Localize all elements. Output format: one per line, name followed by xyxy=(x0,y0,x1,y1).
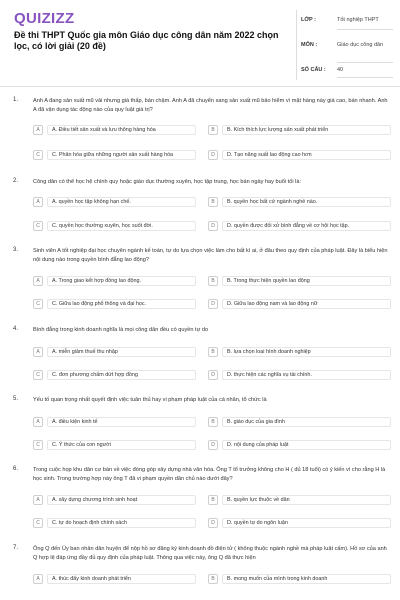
option-text: D. nội dung của pháp luật xyxy=(222,440,391,450)
option-text: B. lựa chọn loại hình doanh nghiệp xyxy=(222,347,391,357)
option-text: B. Kích thích lực lượng sản xuất phát triển xyxy=(222,125,391,135)
answer-option-a[interactable] xyxy=(33,493,196,506)
meta-row-socau xyxy=(301,67,393,74)
question-number: 7. xyxy=(13,545,19,551)
answer-option-d[interactable] xyxy=(208,297,391,310)
meta-value-mon: Giáo dục công dân xyxy=(337,42,384,48)
question-number: 5. xyxy=(13,396,19,402)
meta-underline xyxy=(337,62,393,63)
option-letter: B xyxy=(208,347,218,357)
option-letter: D xyxy=(208,299,218,309)
option-letter: C xyxy=(33,299,43,309)
question-number: 1. xyxy=(13,97,19,103)
meta-value-socau: 40 xyxy=(337,67,344,73)
answer-option-b[interactable] xyxy=(208,195,391,208)
option-text: C. đơn phương chấm dứt hợp đồng xyxy=(47,370,196,380)
option-letter: D xyxy=(208,518,218,528)
question-number: 3. xyxy=(13,247,19,253)
option-text: D. Tạo năng suất lao động cao hơn xyxy=(222,150,391,160)
answer-option-b[interactable] xyxy=(208,274,391,287)
answer-option-d[interactable] xyxy=(208,148,391,161)
quizizz-logo: QUIZIZZ xyxy=(14,10,75,27)
option-letter: D xyxy=(208,221,218,231)
question-number: 4. xyxy=(13,326,19,332)
option-letter: B xyxy=(208,417,218,427)
meta-underline xyxy=(337,77,393,78)
option-text: C. Ý thức của con người xyxy=(47,440,196,450)
option-text: D. quyền được đối xử bình đẳng về cơ hội học tập. xyxy=(222,221,391,231)
option-letter: B xyxy=(208,574,218,584)
answer-option-d[interactable] xyxy=(208,438,391,451)
option-letter: A xyxy=(33,197,43,207)
answer-option-b[interactable] xyxy=(208,123,391,136)
meta-label-socau: SỐ CÂU : xyxy=(301,67,326,73)
question-text: Anh A đang sản xuất mũ vải nhưng giá thấp, bán chậm. Anh A đã chuyển sang sản xuất mũ bảo hiểm vì mặt hàng này giá cao, bán nhanh. Anh A đã vận dụng tác động nào của quy luật giá trị? xyxy=(33,98,388,113)
header-separator xyxy=(0,86,400,87)
option-text: D. thực hiện các nghĩa vụ tài chính. xyxy=(222,370,391,380)
option-letter: A xyxy=(33,125,43,135)
answer-option-a[interactable] xyxy=(33,195,196,208)
option-text: B. mong muốn của mình trong kinh doanh xyxy=(222,574,391,584)
answer-option-c[interactable] xyxy=(33,219,196,232)
option-letter: D xyxy=(208,440,218,450)
page-title: Đề thi THPT Quốc gia môn Giáo dục công dân năm 2022 chọn lọc, có lời giải (20 đề) xyxy=(14,30,279,51)
option-letter: C xyxy=(33,518,43,528)
option-letter: C xyxy=(33,370,43,380)
option-text: C. tự do hoạch định chính sách xyxy=(47,518,196,528)
answer-option-c[interactable] xyxy=(33,516,196,529)
option-letter: A xyxy=(33,347,43,357)
answer-option-d[interactable] xyxy=(208,219,391,232)
option-text: B. giáo dục của gia đình xyxy=(222,417,391,427)
meta-value-lop: Tốt nghiệp THPT xyxy=(337,17,379,23)
option-text: B. Trong thực hiện quyền lao động xyxy=(222,276,391,286)
option-letter: B xyxy=(208,197,218,207)
question-text: Công dân có thể học hệ chính quy hoặc giáo dục thường xuyên, học tập trung, học bán ngày hay buổi tối là: xyxy=(33,179,302,185)
option-text: D. quyền tự do ngôn luận xyxy=(222,518,391,528)
answer-option-a[interactable] xyxy=(33,345,196,358)
option-text: A. miễn giảm thuế thu nhập xyxy=(47,347,196,357)
option-text: A. điều kiện kinh tế xyxy=(47,417,196,427)
answer-option-b[interactable] xyxy=(208,415,391,428)
answer-option-c[interactable] xyxy=(33,368,196,381)
question-text: Bình đẳng trong kinh doanh nghĩa là mọi công dân đều có quyền tự do xyxy=(33,327,209,333)
question-text: Trong cuộc họp khu dân cư bàn về việc đóng góp xây dựng nhà văn hóa. Ông T tổ trưởng không cho H ( đủ 18 tuổi) có ý kiến vì cho rằng H là học sinh. Trong trường hợp này ông T đã vi phạm quyền dân chủ nào dưới đây? xyxy=(33,467,386,482)
answer-option-b[interactable] xyxy=(208,572,391,585)
answer-option-a[interactable] xyxy=(33,572,196,585)
option-letter: C xyxy=(33,221,43,231)
answer-option-d[interactable] xyxy=(208,516,391,529)
question-text: Sinh viên A tốt nghiệp đại học chuyên ngành kế toán, tự do lựa chọn việc làm cho bất kì ai, ở đâu theo quy định của pháp luật. Đây là biểu hiện nội dung nào trong quyền bình đẳng lao động? xyxy=(33,248,388,263)
option-text: A. quyền học tập không hạn chế. xyxy=(47,197,196,207)
meta-underline xyxy=(337,29,393,30)
question-number: 2. xyxy=(13,178,19,184)
option-letter: C xyxy=(33,440,43,450)
header-divider xyxy=(296,10,297,80)
option-letter: D xyxy=(208,370,218,380)
option-letter: D xyxy=(208,150,218,160)
option-letter: A xyxy=(33,574,43,584)
meta-label-mon: MÔN : xyxy=(301,42,318,48)
option-letter: B xyxy=(208,495,218,505)
option-text: A. thúc đẩy kinh doanh phát triển xyxy=(47,574,196,584)
answer-option-b[interactable] xyxy=(208,345,391,358)
question-number: 6. xyxy=(13,466,19,472)
option-letter: B xyxy=(208,276,218,286)
option-letter: A xyxy=(33,417,43,427)
meta-row-mon xyxy=(301,42,393,49)
answer-option-c[interactable] xyxy=(33,297,196,310)
option-text: C. Phân hóa giữa những người sản xuất hàng hóa xyxy=(47,150,196,160)
answer-option-c[interactable] xyxy=(33,438,196,451)
option-text: A. Trong giao kết hợp đồng lao động. xyxy=(47,276,196,286)
meta-row-lop xyxy=(301,17,393,24)
option-text: C. Giữa lao động phổ thông và đại học. xyxy=(47,299,196,309)
option-letter: A xyxy=(33,276,43,286)
answer-option-a[interactable] xyxy=(33,274,196,287)
worksheet-header xyxy=(0,0,400,86)
answer-option-a[interactable] xyxy=(33,123,196,136)
answer-option-d[interactable] xyxy=(208,368,391,381)
option-letter: B xyxy=(208,125,218,135)
answer-option-a[interactable] xyxy=(33,415,196,428)
option-letter: A xyxy=(33,495,43,505)
option-text: B. quyền học bất cứ ngành nghề nào. xyxy=(222,197,391,207)
option-text: A. xây dựng chương trình sinh hoạt xyxy=(47,495,196,505)
question-text: Ông Q đến Ủy ban nhân dân huyện để nộp hồ sơ đăng ký kinh doanh đồ điện tử ( không thuộc ngành nghề mà pháp luật cấm). Hồ sơ của anh Q hợp lệ đáp ứng đầy đủ quy định của pháp luật. Thông qua việc này, ông Q đã thực hiện xyxy=(33,546,387,561)
answer-option-b[interactable] xyxy=(208,493,391,506)
option-letter: C xyxy=(33,150,43,160)
option-text: A. Điều tiết sản xuất và lưu thông hàng hóa xyxy=(47,125,196,135)
meta-label-lop: LỚP : xyxy=(301,17,316,23)
option-text: D. Giữa lao động nam và lao động nữ xyxy=(222,299,391,309)
option-text: C. quyền học thường xuyên, học suốt đời. xyxy=(47,221,196,231)
option-text: B. quyền lực thuộc về dân xyxy=(222,495,391,505)
answer-option-c[interactable] xyxy=(33,148,196,161)
question-text: Yếu tố quan trọng nhất quyết định việc tuân thủ hay vi phạm pháp luật của cá nhân, tổ chức là xyxy=(33,397,267,403)
